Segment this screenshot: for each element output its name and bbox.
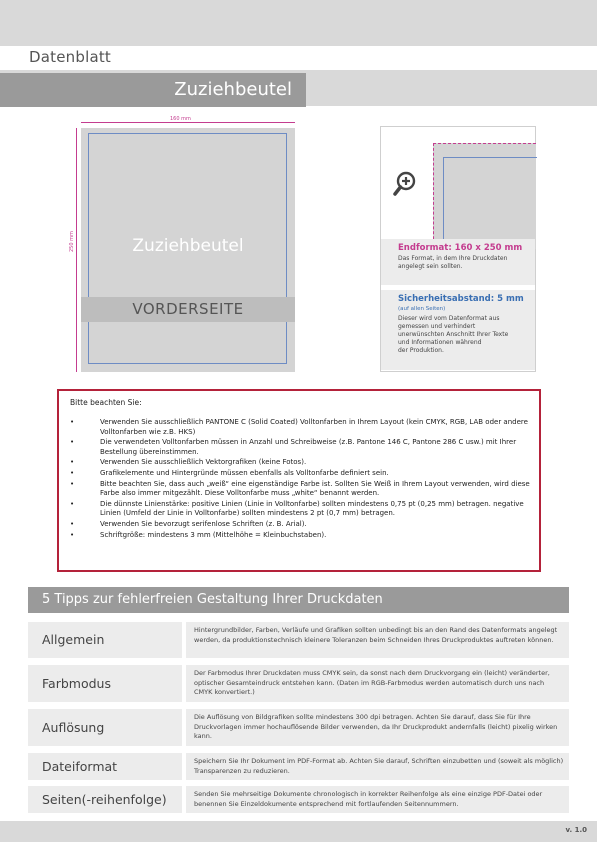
list-item [70,469,530,479]
datasheet-tab-label: Datenblatt [29,48,112,66]
tip-text-cell [186,753,569,780]
tip-text: Der Farbmodus Ihrer Druckdaten muss CMYK sein, da sonst nach dem Druckvorgang ein (leicht) veränderter, optischer Gesamteindruck entstehen kann. (Daten im RGB-Farbmodus werden automatisch durch uns nach CMYK konvertiert.) [194,669,550,696]
tip-text: Hintergrundbilder, Farben, Verläufe und Grafiken sollten unbedingt bis an den Rand des Datenformats angelegt werden, da produktionstechnisch kleinere Toleranzen beim Schneiden Ihres Druckproduktes auftreten können. [194,626,558,644]
bullet-icon: • [70,479,75,488]
safety-text-line: gemessen und verhindert [398,323,476,330]
top-bar [0,0,597,46]
note-text: Die dünnste Linienstärke: positive Linien (Linie in Volltonfarbe) sollten mindestens 0,75 pt (0,25 mm) betragen. negative Linien (Umfeld der Linie in Volltonfarbe) sollten mindestens 2 pt (0,7 mm) betragen. [100,499,524,518]
tip-label-cell [28,786,182,813]
list-item [70,438,530,457]
tip-row [28,786,569,813]
list-item [70,500,530,519]
safety-text-line: unerwünschten Anschnitt Ihrer Texte [398,331,509,338]
format-text-line: Das Format, in dem Ihre Druckdaten [398,255,508,262]
tip-text-cell [186,665,569,702]
width-dimension-line [81,122,295,123]
pouch-product-name: Zuziehbeutel [132,236,244,256]
notes-list [70,418,530,541]
height-dimension-line [76,128,77,372]
bullet-icon: • [70,418,75,426]
bullet-icon: • [70,499,75,508]
tip-label: Auflösung [42,720,105,735]
zoom-in-icon [393,171,417,197]
tip-label-cell [28,665,182,702]
tip-text: Speichern Sie Ihr Dokument im PDF-Format ab. Achten Sie darauf, Schriften einzubetten und (soweit als möglich) Transparenzen zu reduzieren. [194,757,564,775]
bullet-icon: • [70,458,75,467]
footer-bar [0,821,597,842]
tip-row [28,709,569,746]
tips-title-bar [28,587,569,613]
tip-label: Seiten(-reihenfolge) [42,792,167,807]
safety-subheading: (auf allen Seiten) [398,306,446,312]
front-side-label: VORDERSEITE [132,300,244,318]
tip-text: Die Auflösung von Bildgrafiken sollte mindestens 300 dpi betragen. Achten Sie darauf, dass Sie für Ihre Druckvorlagen immer hochauflösende Bilder verwenden, da Ihr Druckprodukt andernfalls (leicht) pixelig wirken kann. [194,713,558,740]
bullet-icon: • [70,468,75,477]
tip-text-cell [186,709,569,746]
title-bar [0,73,306,107]
tip-label: Dateiformat [42,759,118,774]
note-text: Grafikelemente und Hintergründe müssen ebenfalls als Volltonfarbe definiert sein. [100,468,389,477]
notes-heading: Bitte beachten Sie: [70,398,142,407]
pouch-illustration [81,128,295,372]
list-item [70,458,530,468]
notes-box [57,389,541,572]
list-item [70,520,530,530]
note-text: Die verwendeten Volltonfarben müssen in Anzahl und Schreibweise (z.B. Pantone 146 C, Pantone 286 C usw.) mit Ihrer Bestellung übereinstimmen. [100,438,517,456]
list-item [70,418,530,437]
bullet-icon: • [70,438,75,447]
safety-edge-line [443,157,537,250]
zoom-corner-detail [433,143,536,249]
datasheet-tab [0,46,122,70]
tip-label: Allgemein [42,632,105,647]
note-text: Schriftgröße: mindestens 3 mm (Mittelhöhe = Kleinbuchstaben). [100,530,327,539]
width-dimension-label: 160 mm [170,116,191,122]
tip-text-cell [186,786,569,813]
version-label: v. 1.0 [565,826,587,834]
note-text: Verwenden Sie ausschließlich Vektorgrafiken (keine Fotos). [100,458,307,467]
height-dimension-label: 250 mm [69,231,75,252]
page-title: Zuziehbeutel [174,79,292,100]
note-text: Verwenden Sie bevorzugt serifenlose Schriften (z. B. Arial). [100,519,307,528]
safety-text-line: der Produktion. [398,347,444,354]
format-heading: Endformat: 160 x 250 mm [398,243,523,253]
list-item [70,531,530,541]
tip-label: Farbmodus [42,676,111,691]
note-text: Verwenden Sie ausschließlich PANTONE C (Solid Coated) Volltonfarben in Ihrem Layout (kein CMYK, RGB, LAB oder andere Volltonfarben wie z.B. HKS) [100,418,528,436]
note-text: Bitte beachten Sie, dass auch „weiß“ eine eigenständige Farbe ist. Sollten Sie Weiß in Ihrem Layout verwenden, wird diese Farbe also immer mitgezählt. Diese Volltonfarbe muss „white“ benannt werden. [100,479,530,498]
tip-text-cell [186,622,569,658]
tip-row [28,665,569,702]
zoom-detail-panel [380,126,536,372]
bullet-icon: • [70,530,75,539]
tip-text: Senden Sie mehrseitige Dokumente chronologisch in korrekter Reihenfolge als eine einzige PDF-Datei oder benennen Sie Einzeldokumente entsprechend mit fortlaufenden Seitennummern. [194,790,543,808]
tip-label-cell [28,622,182,658]
format-info [381,239,535,285]
safety-info [381,290,535,370]
bullet-icon: • [70,519,75,528]
list-item [70,480,530,499]
safety-text-line: und Informationen während [398,339,482,346]
tip-label-cell [28,709,182,746]
tip-label-cell [28,753,182,780]
front-side-band [81,297,295,322]
tips-title: 5 Tipps zur fehlerfreien Gestaltung Ihrer Druckdaten [42,592,383,607]
safety-text-line: Dieser wird vom Datenformat aus [398,315,500,322]
tip-row [28,622,569,658]
safety-heading: Sicherheitsabstand: 5 mm [398,294,524,304]
format-text-line: angelegt sein sollten. [398,263,463,270]
tip-row [28,753,569,780]
